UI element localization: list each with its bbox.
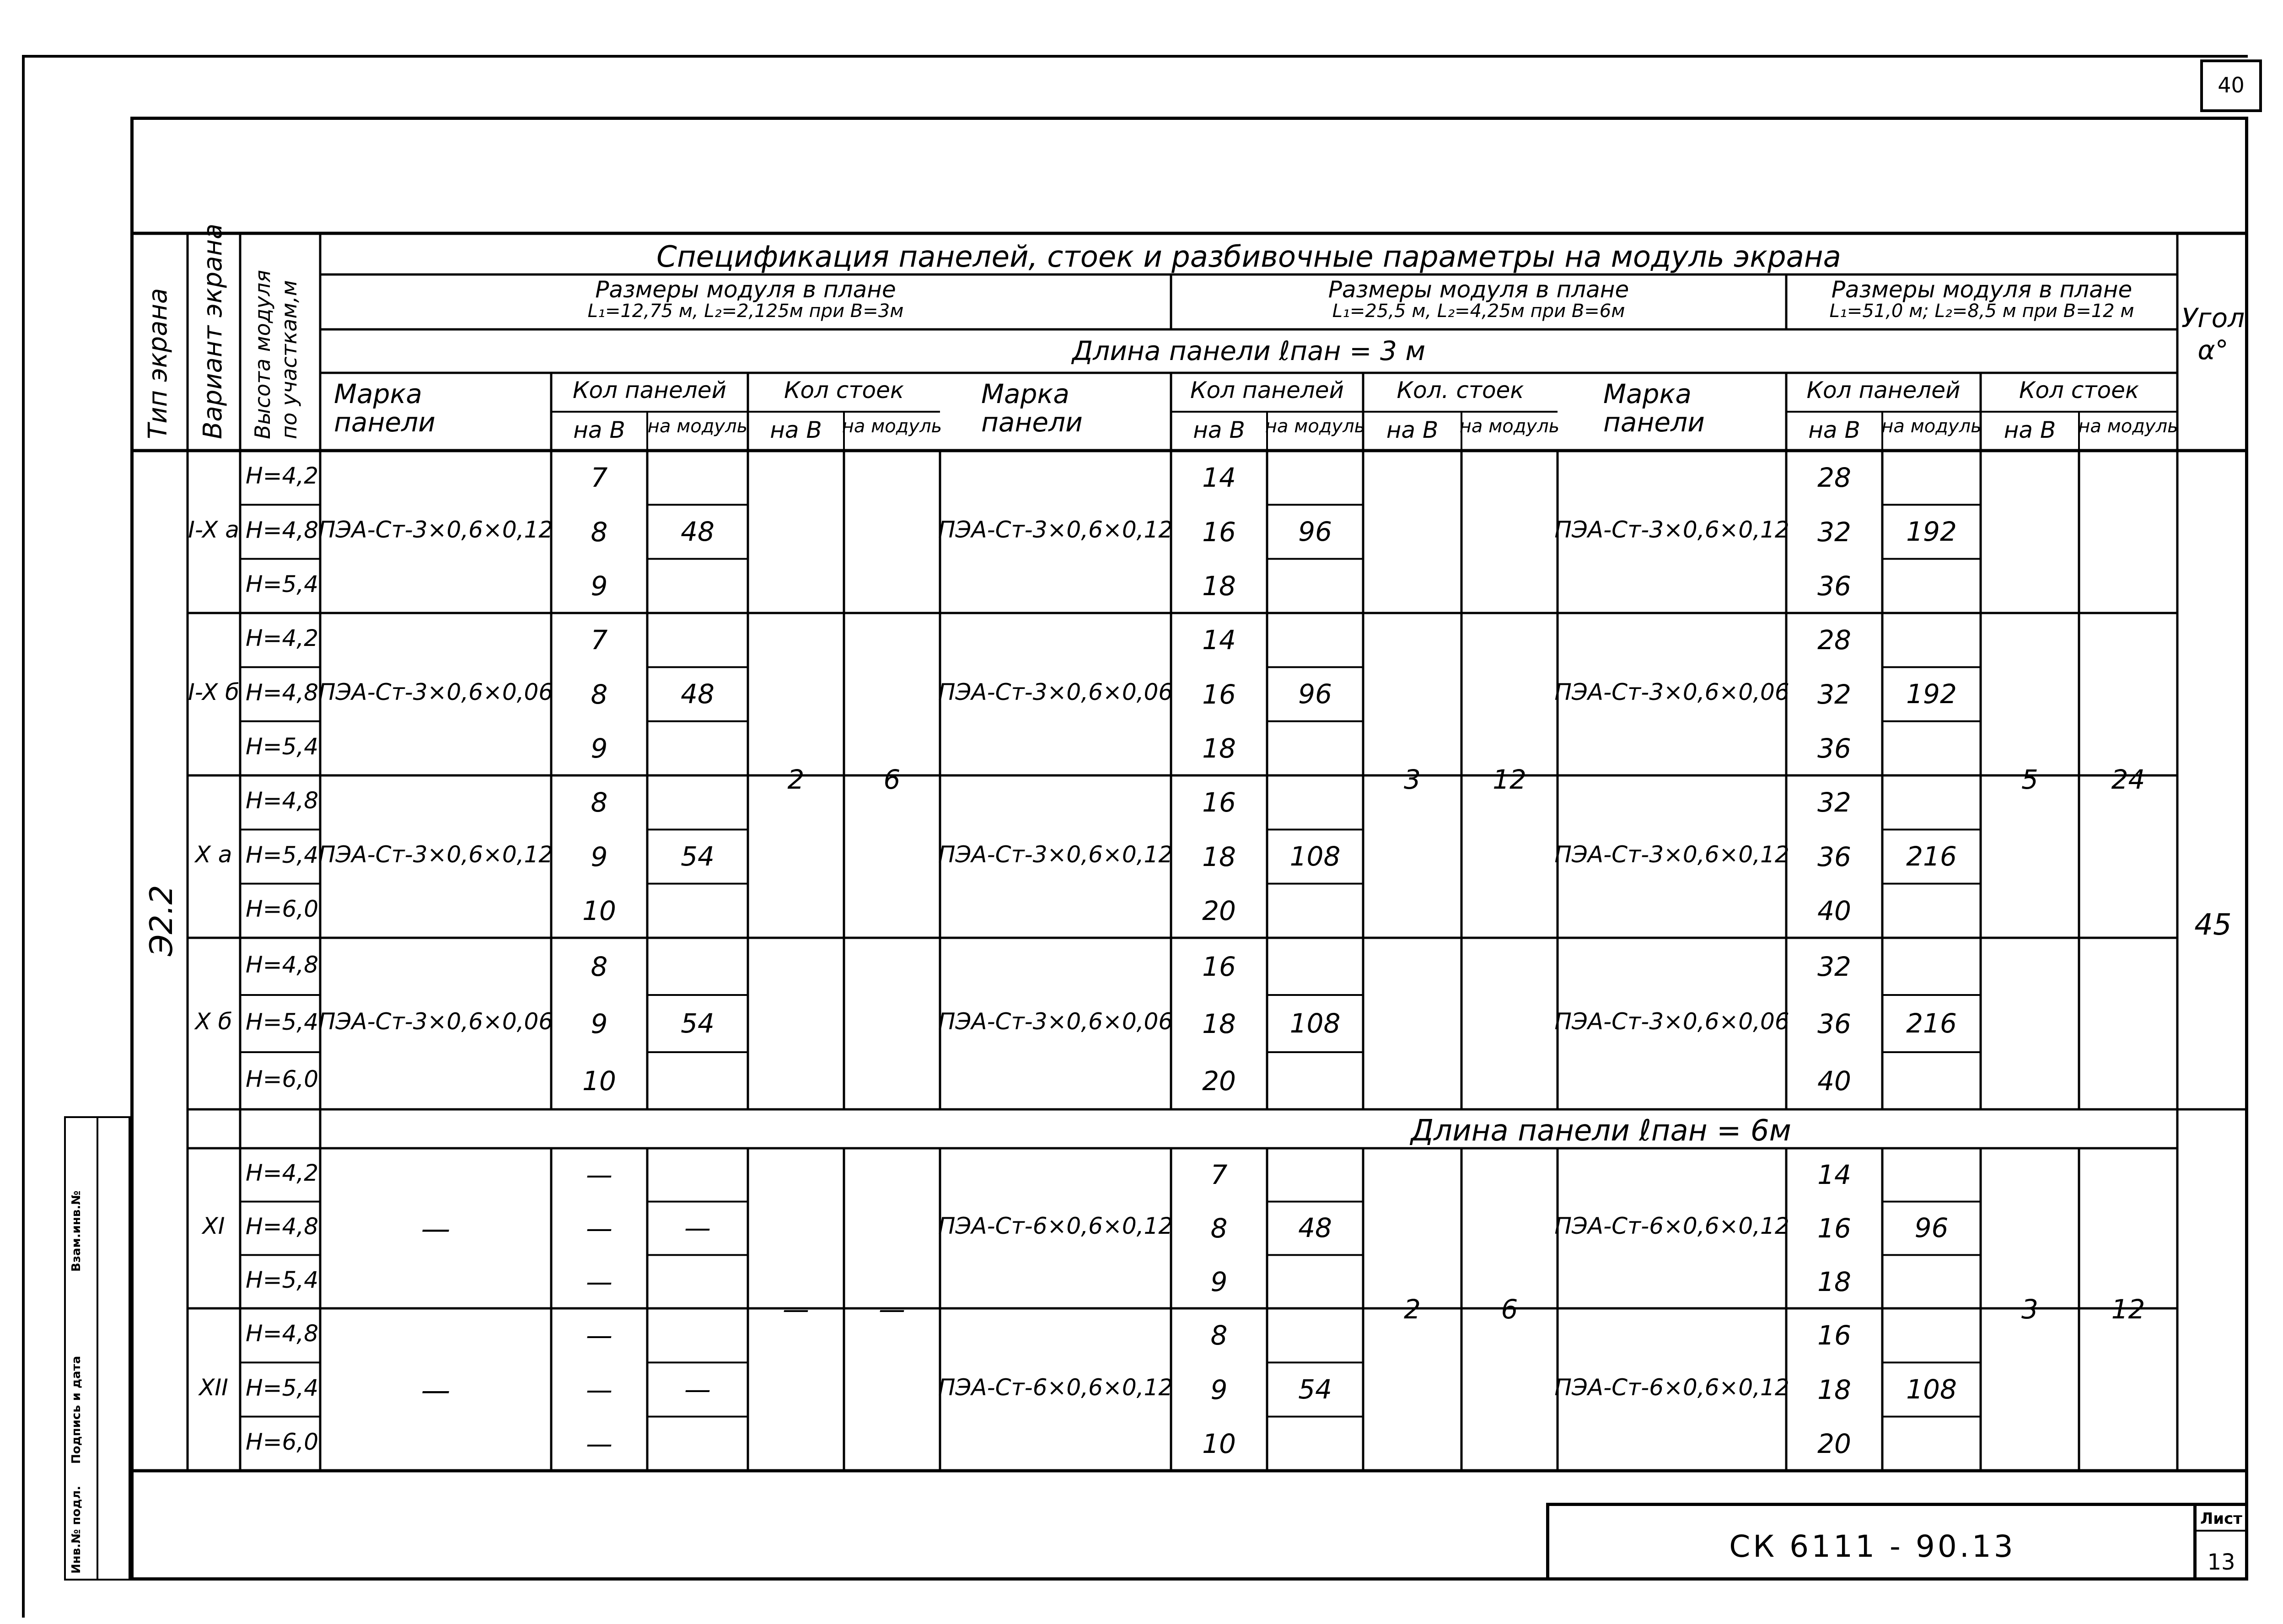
panel-count-module: 192 [1906,516,1957,547]
side-stamp-label: Взам.инв.№ [70,1190,83,1272]
panel-mark: ПЭА-Ст-3×0,6×0,12 [318,841,553,868]
header-mark: Марка панели [334,378,435,438]
panel-count-b: 9 [1210,1374,1228,1405]
height-cell: H=4,8 [246,951,319,978]
panel-mark: ПЭА-Ст-3×0,6×0,06 [318,678,553,705]
panel-count-b: 18 [1202,732,1236,764]
panel-count-b: 32 [1817,678,1851,710]
panel-count-b: 10 [582,895,616,926]
panel-count-module: 54 [1298,1373,1332,1405]
panel-count-b: 32 [1817,951,1851,982]
panel-count-b: — [586,1266,612,1297]
panel-count-b: 14 [1202,624,1236,656]
variant-label: X б [195,1008,232,1035]
side-stamp-label: Подпись и дата [70,1355,83,1464]
panel-mark: ПЭА-Ст-3×0,6×0,12 [1554,841,1789,868]
panel-mark: ПЭА-Ст-3×0,6×0,06 [938,1008,1173,1035]
sheet-label: Лист [2197,1510,2246,1532]
variant-label: I-X a [188,516,239,543]
panel-count-module: 216 [1906,840,1957,872]
panel-count-b: 10 [582,1065,616,1097]
height-cell: H=5,4 [246,1266,319,1293]
panel-count-b: — [586,1374,612,1405]
panel-mark: ПЭА-Ст-6×0,6×0,12 [1554,1213,1789,1239]
header-per-module: на модуль [647,416,748,437]
panel-count-module: 216 [1906,1007,1957,1039]
height-cell: H=6,0 [246,1065,319,1092]
panel-count-module: 96 [1298,516,1332,547]
panel-count-b: 16 [1202,787,1236,818]
panel-mark: ПЭА-Ст-3×0,6×0,06 [938,678,1173,705]
panel-mark: ПЭА-Ст-3×0,6×0,12 [1554,516,1789,543]
sheet-box [2193,1503,2246,1578]
panel-mark: ПЭА-Ст-3×0,6×0,06 [1554,1008,1789,1035]
posts-per-b: 5 [2021,764,2038,795]
panel-count-b: 16 [1817,1213,1851,1244]
module-size-label: Размеры модуля в плане [1831,276,2133,303]
header-per-b: на B [1808,417,1860,443]
panel-count-b: 36 [1817,732,1851,764]
header-per-b: на B [1386,417,1439,443]
panel-count-b: 32 [1817,787,1851,818]
height-cell: H=4,8 [246,1320,319,1347]
panel-count-b: 7 [1210,1159,1228,1191]
panel-count-b: 14 [1817,1159,1851,1191]
panel-count-b: 8 [591,787,608,818]
height-cell: H=4,8 [246,787,319,814]
panel-count-b: 36 [1817,570,1851,602]
variant-label: I-X б [188,678,239,705]
height-cell: H=5,4 [246,841,319,868]
panel-count-b: — [586,1428,612,1459]
header-per-module: на модуль [1459,416,1560,437]
header-col-variant: Вариант экрана [198,223,228,439]
height-cell: H=4,2 [246,462,319,489]
header-per-b: на B [573,417,625,443]
header-panels-count: Кол панелей [1806,377,1961,403]
posts-per-b: 3 [1404,764,1421,795]
panel-count-b: 40 [1817,1065,1851,1097]
panel-count-b: 18 [1202,841,1236,872]
posts-per-module: 12 [2111,1293,2145,1325]
panel-mark: ПЭА-Ст-6×0,6×0,12 [1554,1374,1789,1401]
panel-count-b: 9 [591,1008,608,1039]
posts-per-b: — [783,1293,809,1325]
panel-count-module: 96 [1298,678,1332,710]
panel-count-b: 9 [591,732,608,764]
variant-label: XI [202,1213,225,1239]
panel-length-6: Длина панели ℓпан = 6м [1411,1114,1791,1148]
panel-count-b: 8 [591,516,608,548]
title-block [1546,1503,2196,1578]
module-dims: L₁=51,0 м; L₂=8,5 м при B=12 м [1829,301,2134,322]
header-angle: Угол α° [2181,302,2245,366]
panel-mark: ПЭА-Ст-3×0,6×0,12 [318,516,553,543]
panel-count-module: 48 [681,516,714,547]
panel-count-module: 48 [681,678,714,710]
header-per-b: на B [770,417,822,443]
panel-count-b: 20 [1817,1428,1851,1459]
spec-title: Спецификация панелей, стоек и разбивочные параметры на модуль экрана [656,240,1841,274]
side-stamp-label: Инв.№ подл. [70,1485,83,1574]
height-cell: H=5,4 [246,733,319,760]
panel-count-b: — [586,1213,612,1244]
drawing-code: СК 6111 - 90.13 [1729,1529,2016,1564]
posts-per-b: 3 [2021,1293,2038,1325]
header-col-height: Высота модуля по участкам,м [250,270,301,439]
panel-mark: — [421,1212,451,1246]
panel-mark: ПЭА-Ст-3×0,6×0,12 [938,516,1173,543]
header-panels-count: Кол панелей [573,377,726,403]
panel-count-b: 36 [1817,841,1851,872]
panel-count-b: 8 [1210,1320,1228,1351]
header-posts-count: Кол стоек [2019,377,2139,403]
height-cell: H=5,4 [246,570,319,597]
panel-count-b: — [586,1320,612,1351]
panel-count-b: 9 [591,841,608,872]
header-per-b: на B [1193,417,1245,443]
variant-label: X a [195,841,232,868]
posts-per-module: 24 [2111,764,2145,795]
posts-per-module: — [879,1293,905,1325]
panel-count-b: 28 [1817,462,1851,494]
module-dims: L₁=25,5 м, L₂=4,25м при B=6м [1332,301,1625,322]
module-dims: L₁=12,75 м, L₂=2,125м при B=3м [587,301,904,322]
module-size-label: Размеры модуля в плане [1328,276,1629,303]
panel-mark: ПЭА-Ст-3×0,6×0,06 [1554,678,1789,705]
header-mark: Марка панели [1603,378,1705,438]
height-cell: H=4,8 [246,516,319,543]
panel-count-b: 16 [1817,1320,1851,1351]
header-per-module: на модуль [842,416,942,437]
panel-count-module: 108 [1906,1373,1957,1405]
panel-count-b: 9 [1210,1266,1228,1297]
height-cell: H=4,8 [246,1213,319,1240]
header-posts-count: Кол. стоек [1397,377,1524,403]
header-per-module: на модуль [1881,416,1982,437]
panel-count-module: 108 [1289,840,1341,872]
header-posts-count: Кол стоек [784,377,904,403]
panel-mark: ПЭА-Ст-3×0,6×0,06 [318,1008,553,1035]
height-cell: H=4,2 [246,1160,319,1187]
panel-count-b: 20 [1202,895,1236,926]
panel-mark: ПЭА-Ст-3×0,6×0,12 [938,841,1173,868]
panel-count-b: 18 [1202,1008,1236,1039]
panel-count-b: 14 [1202,462,1236,494]
posts-per-b: 2 [787,764,805,795]
header-per-b: на B [2004,417,2056,443]
panel-count-b: 18 [1202,570,1236,602]
header-per-module: на модуль [1265,416,1365,437]
height-cell: H=6,0 [246,1428,319,1455]
header-col-type: Тип экрана [143,288,173,439]
panel-mark: ПЭА-Ст-6×0,6×0,12 [938,1213,1173,1239]
panel-count-b: 8 [1210,1213,1228,1244]
panel-count-b: 16 [1202,951,1236,982]
height-cell: H=5,4 [246,1374,319,1401]
panel-mark: ПЭА-Ст-6×0,6×0,12 [938,1374,1173,1401]
panel-count-b: 32 [1817,516,1851,548]
panel-count-module: 96 [1914,1212,1949,1243]
posts-per-module: 12 [1493,764,1526,795]
panel-count-b: 18 [1817,1374,1851,1405]
panel-count-module: — [684,1373,711,1405]
panel-count-b: 16 [1202,516,1236,548]
posts-per-b: 2 [1404,1293,1421,1325]
angle-value: 45 [2194,908,2232,942]
panel-count-b: 36 [1817,1008,1851,1039]
height-cell: H=5,4 [246,1008,319,1035]
panel-count-module: 192 [1906,678,1957,710]
height-cell: H=4,8 [246,679,319,706]
panel-length-3: Длина панели ℓпан = 3 м [1072,335,1426,366]
posts-per-module: 6 [1501,1293,1518,1325]
header-per-module: на модуль [2078,416,2178,437]
panel-count-module: 54 [681,840,714,872]
panel-count-module: 54 [681,1007,714,1039]
height-cell: H=6,0 [246,895,319,922]
module-size-label: Размеры модуля в плане [595,276,896,303]
panel-count-b: 8 [591,678,608,710]
panel-count-b: 16 [1202,678,1236,710]
header-mark: Марка панели [981,378,1083,438]
panel-count-b: 20 [1202,1065,1236,1097]
sheet-number: 13 [2207,1549,2235,1575]
panel-mark: — [421,1373,451,1408]
variant-label: XII [199,1374,228,1401]
panel-count-b: 7 [591,624,608,656]
panel-count-b: 10 [1202,1428,1236,1459]
panel-count-b: 9 [591,570,608,602]
type-value: Э2.2 [144,885,180,956]
panel-count-module: — [684,1212,711,1243]
panel-count-b: 8 [591,951,608,982]
panel-count-b: — [586,1159,612,1191]
sheet-number-top: 40 [2200,59,2262,112]
height-cell: H=4,2 [246,625,319,652]
posts-per-module: 6 [883,764,901,795]
panel-count-module: 48 [1298,1212,1332,1243]
panel-count-b: 28 [1817,624,1851,656]
header-panels-count: Кол панелей [1190,377,1344,403]
panel-count-b: 40 [1817,895,1851,926]
panel-count-b: 18 [1817,1266,1851,1297]
panel-count-b: 7 [591,462,608,494]
panel-count-module: 108 [1289,1007,1341,1039]
